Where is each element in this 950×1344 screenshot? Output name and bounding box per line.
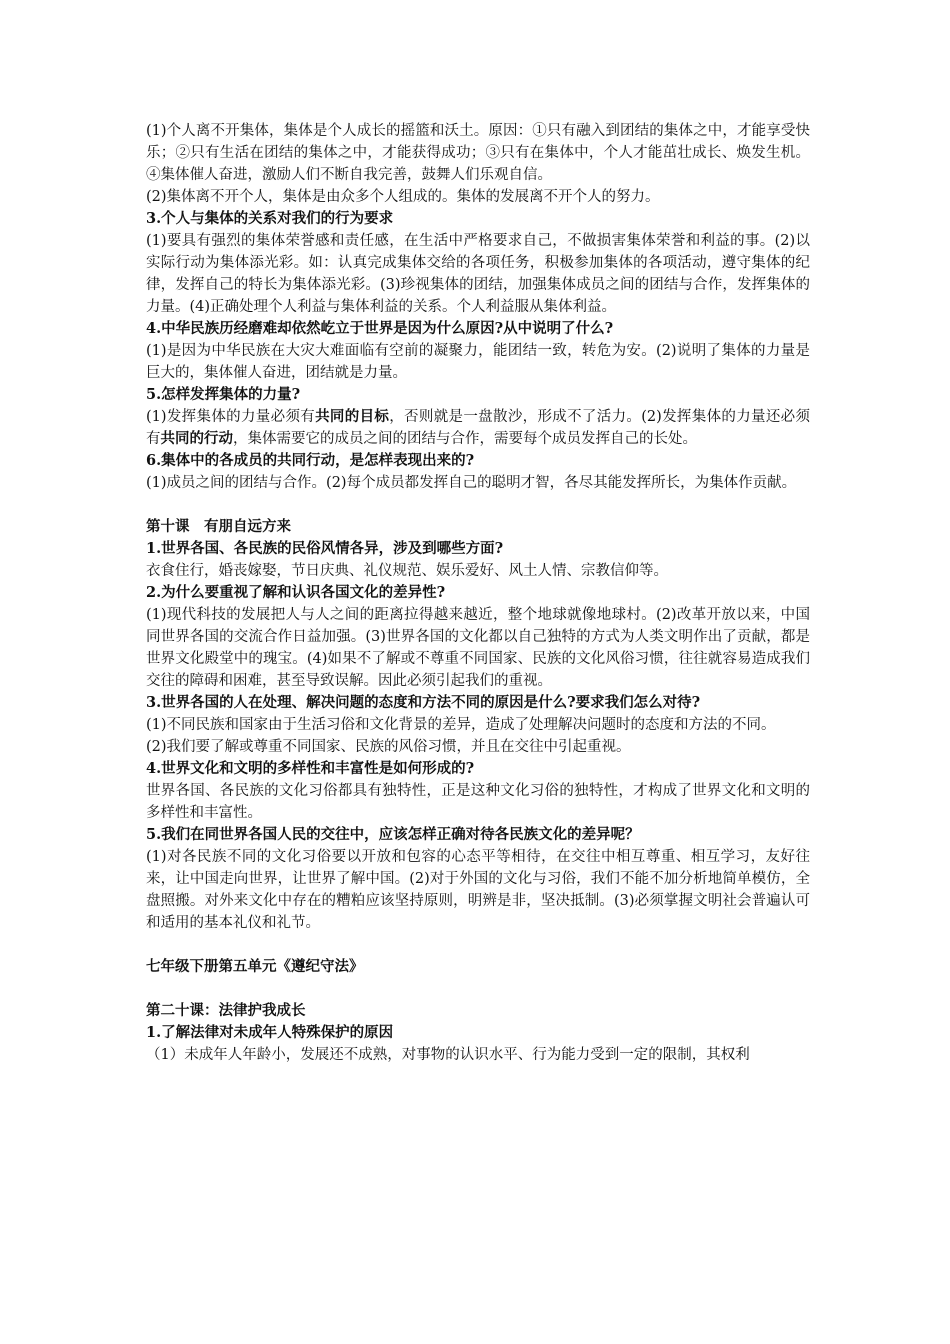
emphasis-common-action: 共同的行动: [160, 430, 233, 447]
heading-l10-q5: 5.我们在同世界各国人民的交往中，应该怎样正确对待各民族文化的差异呢？: [146, 826, 640, 843]
heading-q5-collective-power: 5.怎样发挥集体的力量?: [146, 386, 301, 403]
para-collective-needs-individual: (2)集体离不开个人，集体是由众多个人组成的。集体的发展离不开个人的努力。: [146, 189, 660, 205]
heading-l10-q2: 2.为什么要重视了解和认识各国文化的差异性?: [146, 584, 446, 601]
heading-l10-q1: 1.世界各国、各民族的民俗风情各异，涉及到哪些方面?: [146, 540, 504, 557]
para-l10-a1: 衣食住行，婚丧嫁娶，节日庆典、礼仪规范、娱乐爱好、风土人情、宗教信仰等。: [146, 563, 668, 579]
para-l10-a4: 世界各国、各民族的文化习俗都具有独特性，正是这种文化习俗的独特性，才构成了世界文化和文明的多样性和丰富性。: [146, 783, 810, 821]
para-l10-a5: (1)对各民族不同的文化习俗要以开放和包容的心态平等相待，在交往中相互尊重、相互学习，友好往来，让中国走向世界，让世界了解中国。(2)对于外国的文化与习俗，我们不能不加分析地简单模仿，全盘照搬。对外来文化中存在的糟粕应该坚持原则，明辨是非，坚决抵制。(3)必须掌握文明社会普遍认可和适用的基本礼仪和礼节。: [146, 849, 810, 931]
heading-q4-chinese-nation: 4.中华民族历经磨难却依然屹立于世界是因为什么原因?从中说明了什么?: [146, 320, 614, 337]
para-individual-needs-collective: (1)个人离不开集体，集体是个人成长的摇篮和沃土。原因：①只有融入到团结的集体之中，才能享受快乐；②只有生活在团结的集体之中，才能获得成功；③只有在集体中，个人才能茁壮成长、焕发生机。④集体催人奋进，激励人们不断自我完善，鼓舞人们乐观自信。: [146, 123, 810, 183]
lesson-10-title: 第十课 有朋自远方来: [146, 518, 291, 535]
heading-l20-q1: 1.了解法律对未成年人特殊保护的原因: [146, 1024, 394, 1041]
heading-q6-common-action: 6.集体中的各成员的共同行动，是怎样表现出来的?: [146, 452, 475, 469]
para-l10-a3-2: (2)我们要了解或尊重不同国家、民族的风俗习惯，并且在交往中引起重视。: [146, 739, 631, 755]
heading-l10-q4: 4.世界文化和文明的多样性和丰富性是如何形成的?: [146, 760, 475, 777]
para-l10-a2: (1)现代科技的发展把人与人之间的距离拉得越来越近，整个地球就像地球村。(2)改革开放以来，中国同世界各国的交流合作日益加强。(3)世界各国的文化都以自己独特的方式为人类文明作出了贡献，都是世界文化殿堂中的瑰宝。(4)如果不了解或不尊重不同国家、民族的文化风俗习惯，往往就容易造成我们交往的障碍和困难，甚至导致误解。因此必须引起我们的重视。: [146, 607, 810, 689]
document-page: [146, 120, 810, 1066]
para-q6-answer: (1)成员之间的团结与合作。(2)每个成员都发挥自己的聪明才智，各尽其能发挥所长，为集体作贡献。: [146, 475, 797, 491]
para-q3-answer: (1)要具有强烈的集体荣誉感和责任感，在生活中严格要求自己，不做损害集体荣誉和利益的事。(2)以实际行动为集体添光彩。如：认真完成集体交给的各项任务，积极参加集体的各项活动，遵守集体的纪律，发挥自己的特长为集体添光彩。(3)珍视集体的团结，加强集体成员之间的团结与合作，发挥集体的力量。(4)正确处理个人利益与集体利益的关系。个人利益服从集体利益。: [146, 233, 810, 315]
unit-5-title: 七年级下册第五单元《遵纪守法》: [146, 958, 364, 975]
heading-q3-behavior-requirements: 3.个人与集体的关系对我们的行为要求: [146, 210, 394, 227]
para-l10-a3-1: (1)不同民族和国家由于生活习俗和文化背景的差异，造成了处理解决问题时的态度和方法的不同。: [146, 717, 776, 733]
para-q4-answer: (1)是因为中华民族在大灾大难面临有空前的凝聚力，能团结一致，转危为安。(2)说明了集体的力量是巨大的，集体催人奋进，团结就是力量。: [146, 343, 810, 381]
para-l20-a1: （1）未成年人年龄小，发展还不成熟，对事物的认识水平、行为能力受到一定的限制，其权利: [146, 1047, 750, 1063]
emphasis-common-goal: 共同的目标: [315, 408, 390, 425]
lesson-20-title: 第二十课：法律护我成长: [146, 1002, 306, 1019]
para-q5-answer: (1)发挥集体的力量必须有共同的目标，否则就是一盘散沙，形成不了活力。(2)发挥集体的力量还必须有共同的行动，集体需要它的成员之间的团结与合作，需要每个成员发挥自己的长处。: [146, 408, 811, 447]
heading-l10-q3: 3.世界各国的人在处理、解决问题的态度和方法不同的原因是什么?要求我们怎么对待?: [146, 694, 701, 711]
